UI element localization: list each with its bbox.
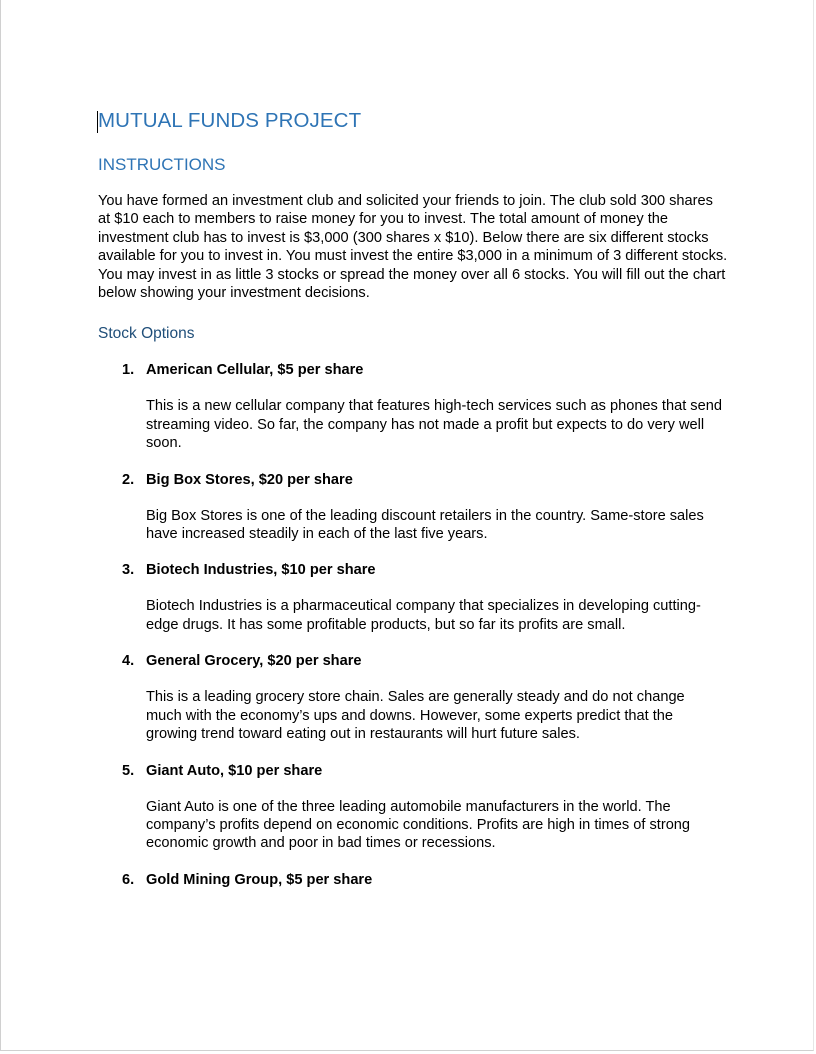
text-cursor <box>97 111 98 133</box>
stock-name: Big Box Stores, $20 per share <box>146 471 353 488</box>
stock-number: 5. <box>122 762 135 779</box>
stock-name: Biotech Industries, $10 per share <box>146 562 376 579</box>
stock-item <box>98 870 728 890</box>
stock-number: 2. <box>122 471 135 488</box>
stock-description: This is a leading grocery store chain. Sales are generally steady and do not change much with the economy’s ups and downs. However, some experts predict that the growing trend toward eating out in restaurants will hurt future sales. <box>146 689 685 743</box>
stock-item <box>98 360 728 452</box>
stock-number: 4. <box>122 653 135 670</box>
stock-item <box>98 651 728 743</box>
stock-options-heading: Stock Options <box>98 325 195 343</box>
stock-title <box>98 651 728 671</box>
stock-title <box>98 360 728 380</box>
stock-title <box>98 761 728 781</box>
stock-item <box>98 560 728 634</box>
stock-name: American Cellular, $5 per share <box>146 362 364 379</box>
stock-list <box>98 360 728 889</box>
stock-description: This is a new cellular company that features high-tech services such as phones that send streaming video. So far, the company has not made a profit but expects to do very well soon. <box>146 398 722 452</box>
document-body <box>98 106 728 907</box>
stock-number: 3. <box>122 562 135 579</box>
stock-name: Gold Mining Group, $5 per share <box>146 871 373 888</box>
stock-number: 6. <box>122 871 135 888</box>
stock-number: 1. <box>122 362 135 379</box>
instructions-heading: INSTRUCTIONS <box>98 155 226 174</box>
stock-name: Giant Auto, $10 per share <box>146 762 323 779</box>
stock-title <box>98 560 728 580</box>
stock-item <box>98 761 728 853</box>
stock-name: General Grocery, $20 per share <box>146 653 362 670</box>
stock-description: Biotech Industries is a pharmaceutical company that specializes in developing cutting-edge drugs. It has some profitable products, but so far its profits are small. <box>146 598 701 633</box>
stock-title <box>98 470 728 490</box>
stock-item <box>98 470 728 544</box>
instructions-paragraph: You have formed an investment club and solicited your friends to join. The club sold 300 shares at $10 each to members to raise money for you to invest. The total amount of money the investment club has to invest is $3,000 (300 shares x $10). Below there are six different stocks available for you to invest in. You must invest the entire $3,000 in a minimum of 3 different stocks. You may invest in as little 3 stocks or spread the money over all 6 stocks. You will fill out the chart below showing your investment decisions. <box>98 193 728 302</box>
stock-description: Big Box Stores is one of the leading discount retailers in the country. Same-store sales have increased steadily in each of the last five years. <box>146 507 704 543</box>
document-title-text: MUTUAL FUNDS PROJECT <box>98 109 362 132</box>
stock-title <box>98 870 728 890</box>
stock-description: Giant Auto is one of the three leading automobile manufacturers in the world. The company’s profits depend on economic conditions. Profits are high in times of strong economic growth and poor in bad times or recessions. <box>146 798 691 852</box>
document-title[interactable] <box>98 106 728 136</box>
